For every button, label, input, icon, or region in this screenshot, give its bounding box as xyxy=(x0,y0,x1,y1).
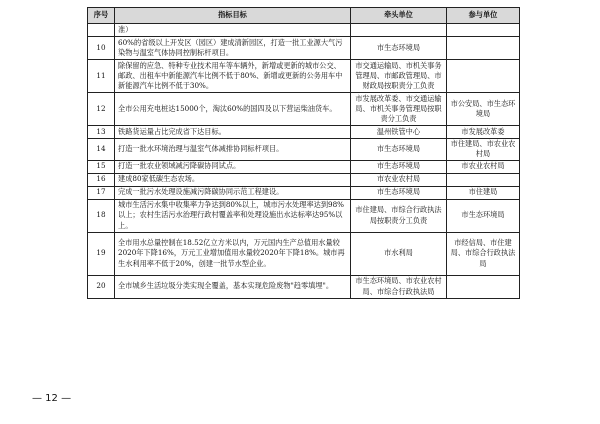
table-row-continuation xyxy=(88,24,520,37)
row-lead: 市生态环境局 xyxy=(351,160,447,173)
row-target: 全市城乡生活垃圾分类实现全覆盖，基本实现危险废物"趋零填埋"。 xyxy=(115,275,351,298)
table-row xyxy=(88,173,520,186)
row-target: 建成80家低碳生态农场。 xyxy=(115,173,351,186)
row-participants: 市经信局、市住建局、市综合行政执法局 xyxy=(447,232,520,275)
header-no: 序号 xyxy=(88,8,115,24)
row-no: 13 xyxy=(88,126,115,139)
page-number: — 12 — xyxy=(32,393,72,404)
row-participants: 市发展改革委 xyxy=(447,126,520,139)
row-target: 60%的省级以上开发区（园区）建成清新园区，打造一批工业源大气污染物与温室气体协同控制标杆项目。 xyxy=(115,37,351,60)
header-target: 指标目标 xyxy=(115,8,351,24)
target-table xyxy=(87,7,520,299)
row-no: 18 xyxy=(88,199,115,232)
table-row xyxy=(88,139,520,161)
row-target: 除保留的应急、特种专业技术用车等车辆外，新增或更新的城市公交、邮政、出租车中新能源汽车比例不低于80%、新增或更新的公务用车中新能源汽车比例不低于30%。 xyxy=(115,60,351,93)
row-target: 打造一批农业领域减污降碳协同试点。 xyxy=(115,160,351,173)
row-no: 11 xyxy=(88,60,115,93)
row-participants: 市公安局、市生态环境局 xyxy=(447,93,520,126)
table-row xyxy=(88,93,520,126)
table-row xyxy=(88,60,520,93)
row-lead: 市生态环境局 xyxy=(351,186,447,199)
header-lead: 牵头单位 xyxy=(351,8,447,24)
row-lead: 温州铁管中心 xyxy=(351,126,447,139)
header-participants: 参与单位 xyxy=(447,8,520,24)
row-target: 完成一批污水处理设施减污降碳协同示范工程建设。 xyxy=(115,186,351,199)
row-no: 12 xyxy=(88,93,115,126)
row-lead: 市农业农村局 xyxy=(351,173,447,186)
row-participants: 市农业农村局 xyxy=(447,160,520,173)
row-lead: 市发展改革委、市交通运输局、市机关事务管理局按职责分工负责 xyxy=(351,93,447,126)
row-no: 14 xyxy=(88,139,115,161)
row-participants xyxy=(447,37,520,60)
table-row xyxy=(88,160,520,173)
row-participants: 市住建局 xyxy=(447,186,520,199)
table-row xyxy=(88,275,520,298)
row-target: 城市生活污水集中收集率力争达到80%以上，城市污水处理率达到98%以上；农村生活污水治理行政村覆盖率和处理设施出水达标率达95%以上。 xyxy=(115,199,351,232)
row-no: 19 xyxy=(88,232,115,275)
row-target: 全市用水总量控制在18.52亿立方米以内，万元国内生产总值用水量较2020年下降16%，万元工业增加值用水量较2020年下降18%。城市再生水利用率不低于20%，创建一批节水型企业。 xyxy=(115,232,351,275)
row-lead: 市生态环境局 xyxy=(351,37,447,60)
row-participants: 市住建局、市农业农村局 xyxy=(447,139,520,161)
table-row xyxy=(88,37,520,60)
row-no: 20 xyxy=(88,275,115,298)
row-participants xyxy=(447,60,520,93)
continuation-text: 准） xyxy=(115,24,351,37)
table-row xyxy=(88,126,520,139)
row-lead: 市住建局、市综合行政执法局按职责分工负责 xyxy=(351,199,447,232)
row-target: 打造一批水环境治理与温室气体减排协同标杆项目。 xyxy=(115,139,351,161)
table-row xyxy=(88,199,520,232)
row-lead: 市生态环境局、市农业农村局、市综合行政执法局 xyxy=(351,275,447,298)
row-no: 10 xyxy=(88,37,115,60)
row-no: 15 xyxy=(88,160,115,173)
row-target: 铁路货运量占比完成省下达目标。 xyxy=(115,126,351,139)
row-participants xyxy=(447,275,520,298)
row-no: 17 xyxy=(88,186,115,199)
table-row xyxy=(88,186,520,199)
table-header-row xyxy=(88,8,520,24)
row-lead: 市生态环境局 xyxy=(351,139,447,161)
row-target: 全市公用充电桩达15000个，淘汰60%的国四及以下营运柴油货车。 xyxy=(115,93,351,126)
table-row xyxy=(88,232,520,275)
row-no: 16 xyxy=(88,173,115,186)
row-lead: 市交通运输局、市机关事务管理局、市邮政管理局、市财政局按职责分工负责 xyxy=(351,60,447,93)
row-participants xyxy=(447,173,520,186)
row-lead: 市水利局 xyxy=(351,232,447,275)
row-participants: 市生态环境局 xyxy=(447,199,520,232)
